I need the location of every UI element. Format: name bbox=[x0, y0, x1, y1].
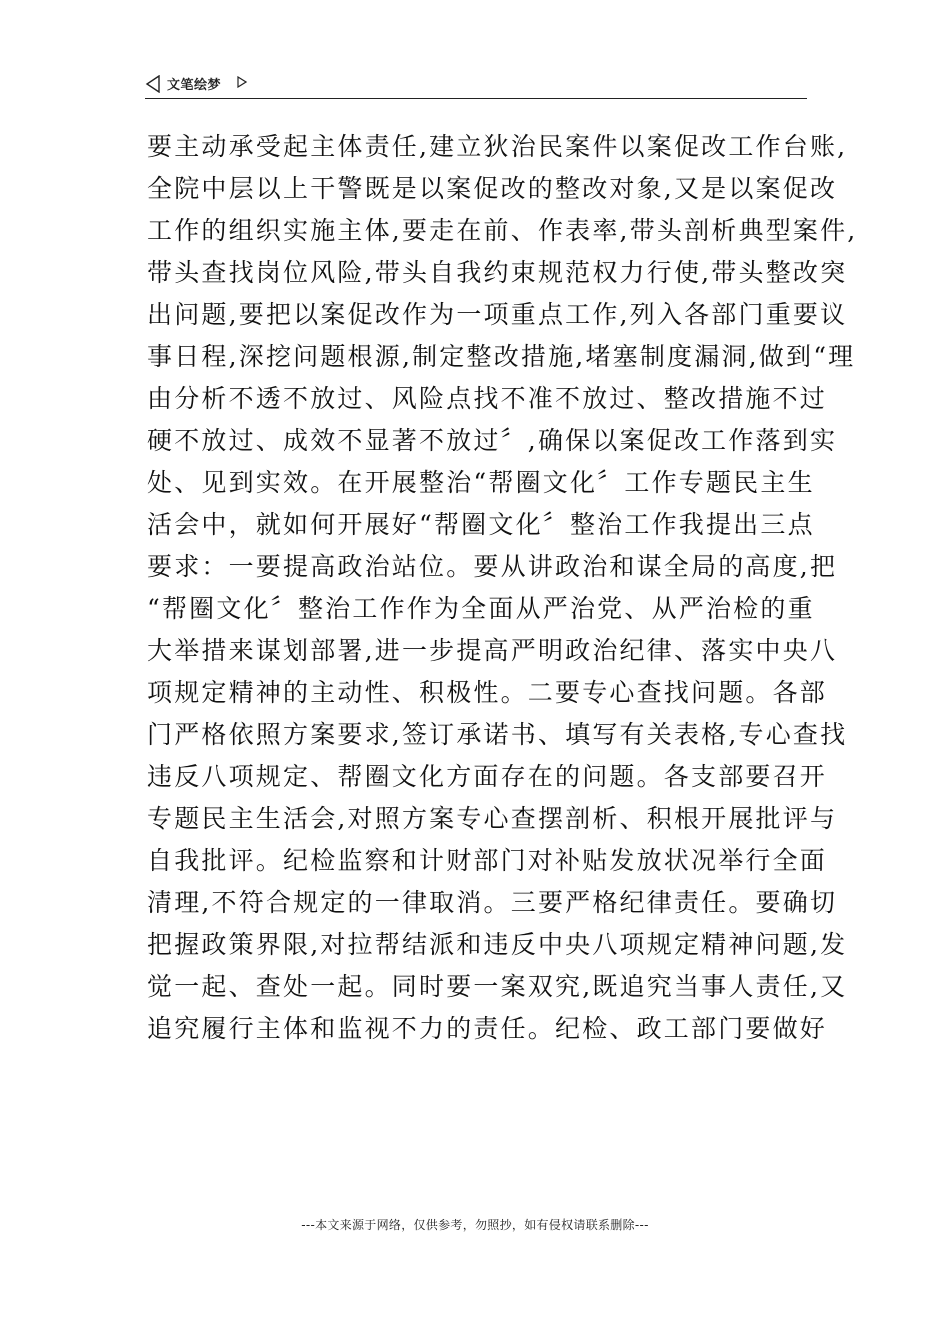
text-line: 要主动承受起主体责任,建立狄治民案件以案促改工作台账, bbox=[147, 132, 848, 161]
document-body bbox=[147, 126, 858, 1050]
text-line: 违反八项规定、帮圈文化方面存在的问题。各支部要召开 bbox=[147, 762, 828, 791]
text-line: 门严格依照方案要求,签订承诺书、填写有关表格,专心查找 bbox=[147, 720, 848, 749]
text-line: 专题民主生活会,对照方案专心查摆剖析、积根开展批评与 bbox=[147, 804, 838, 833]
triangle-right-icon bbox=[237, 76, 247, 88]
text-line: “帮圈文化〞整治工作作为全面从严治党、从严治检的重 bbox=[147, 594, 815, 623]
text-line: 出问题,要把以案促改作为一项重点工作,列入各部门重要议 bbox=[147, 300, 848, 329]
text-line: 全院中层以上干警既是以案促改的整改对象,又是以案促改 bbox=[147, 174, 838, 203]
text-line: 硬不放过、成效不显著不放过〞,确保以案促改工作落到实 bbox=[147, 426, 838, 455]
page-header bbox=[145, 72, 807, 99]
text-line: 带头查找岗位风险,带头自我约束规范权力行使,带头整改突 bbox=[147, 258, 848, 287]
text-line: 清理,不符合规定的一律取消。三要严格纪律责任。要确切 bbox=[147, 888, 838, 917]
text-line: 项规定精神的主动性、积极性。二要专心查找问题。各部 bbox=[147, 678, 828, 707]
triangle-left-icon bbox=[145, 75, 161, 93]
text-line: 把握政策界限,对拉帮结派和违反中央八项规定精神问题,发 bbox=[147, 930, 848, 959]
text-line: 活会中，就如何开展好“帮圈文化〞整治工作我提出三点 bbox=[147, 510, 815, 539]
footer-notice: ---本文来源于网络，仅供参考，勿照抄，如有侵权请联系删除--- bbox=[301, 1218, 649, 1232]
text-line: 事日程,深挖问题根源,制定整改措施,堵塞制度漏洞,做到“理 bbox=[147, 342, 856, 371]
text-line: 工作的组织实施主体,要走在前、作表率,带头剖析典型案件, bbox=[147, 216, 858, 245]
text-line: 觉一起、查处一起。同时要一案双究,既追究当事人责任,又 bbox=[147, 972, 848, 1001]
text-line: 要求：一要提高政治站位。要从讲政治和谋全局的高度,把 bbox=[147, 552, 838, 581]
text-line: 大举措来谋划部署,进一步提高严明政治纪律、落实中央八 bbox=[147, 636, 838, 665]
brand-name: 文笔绘梦 bbox=[167, 78, 222, 93]
text-line: 由分析不透不放过、风险点找不准不放过、整改措施不过 bbox=[147, 384, 828, 413]
text-line: 自我批评。纪检监察和计财部门对补贴发放状况举行全面 bbox=[147, 846, 828, 875]
text-line: 处、见到实效。在开展整治“帮圈文化〞工作专题民主生 bbox=[147, 468, 815, 497]
text-line: 追究履行主体和监视不力的责任。纪检、政工部门要做好 bbox=[147, 1014, 828, 1043]
